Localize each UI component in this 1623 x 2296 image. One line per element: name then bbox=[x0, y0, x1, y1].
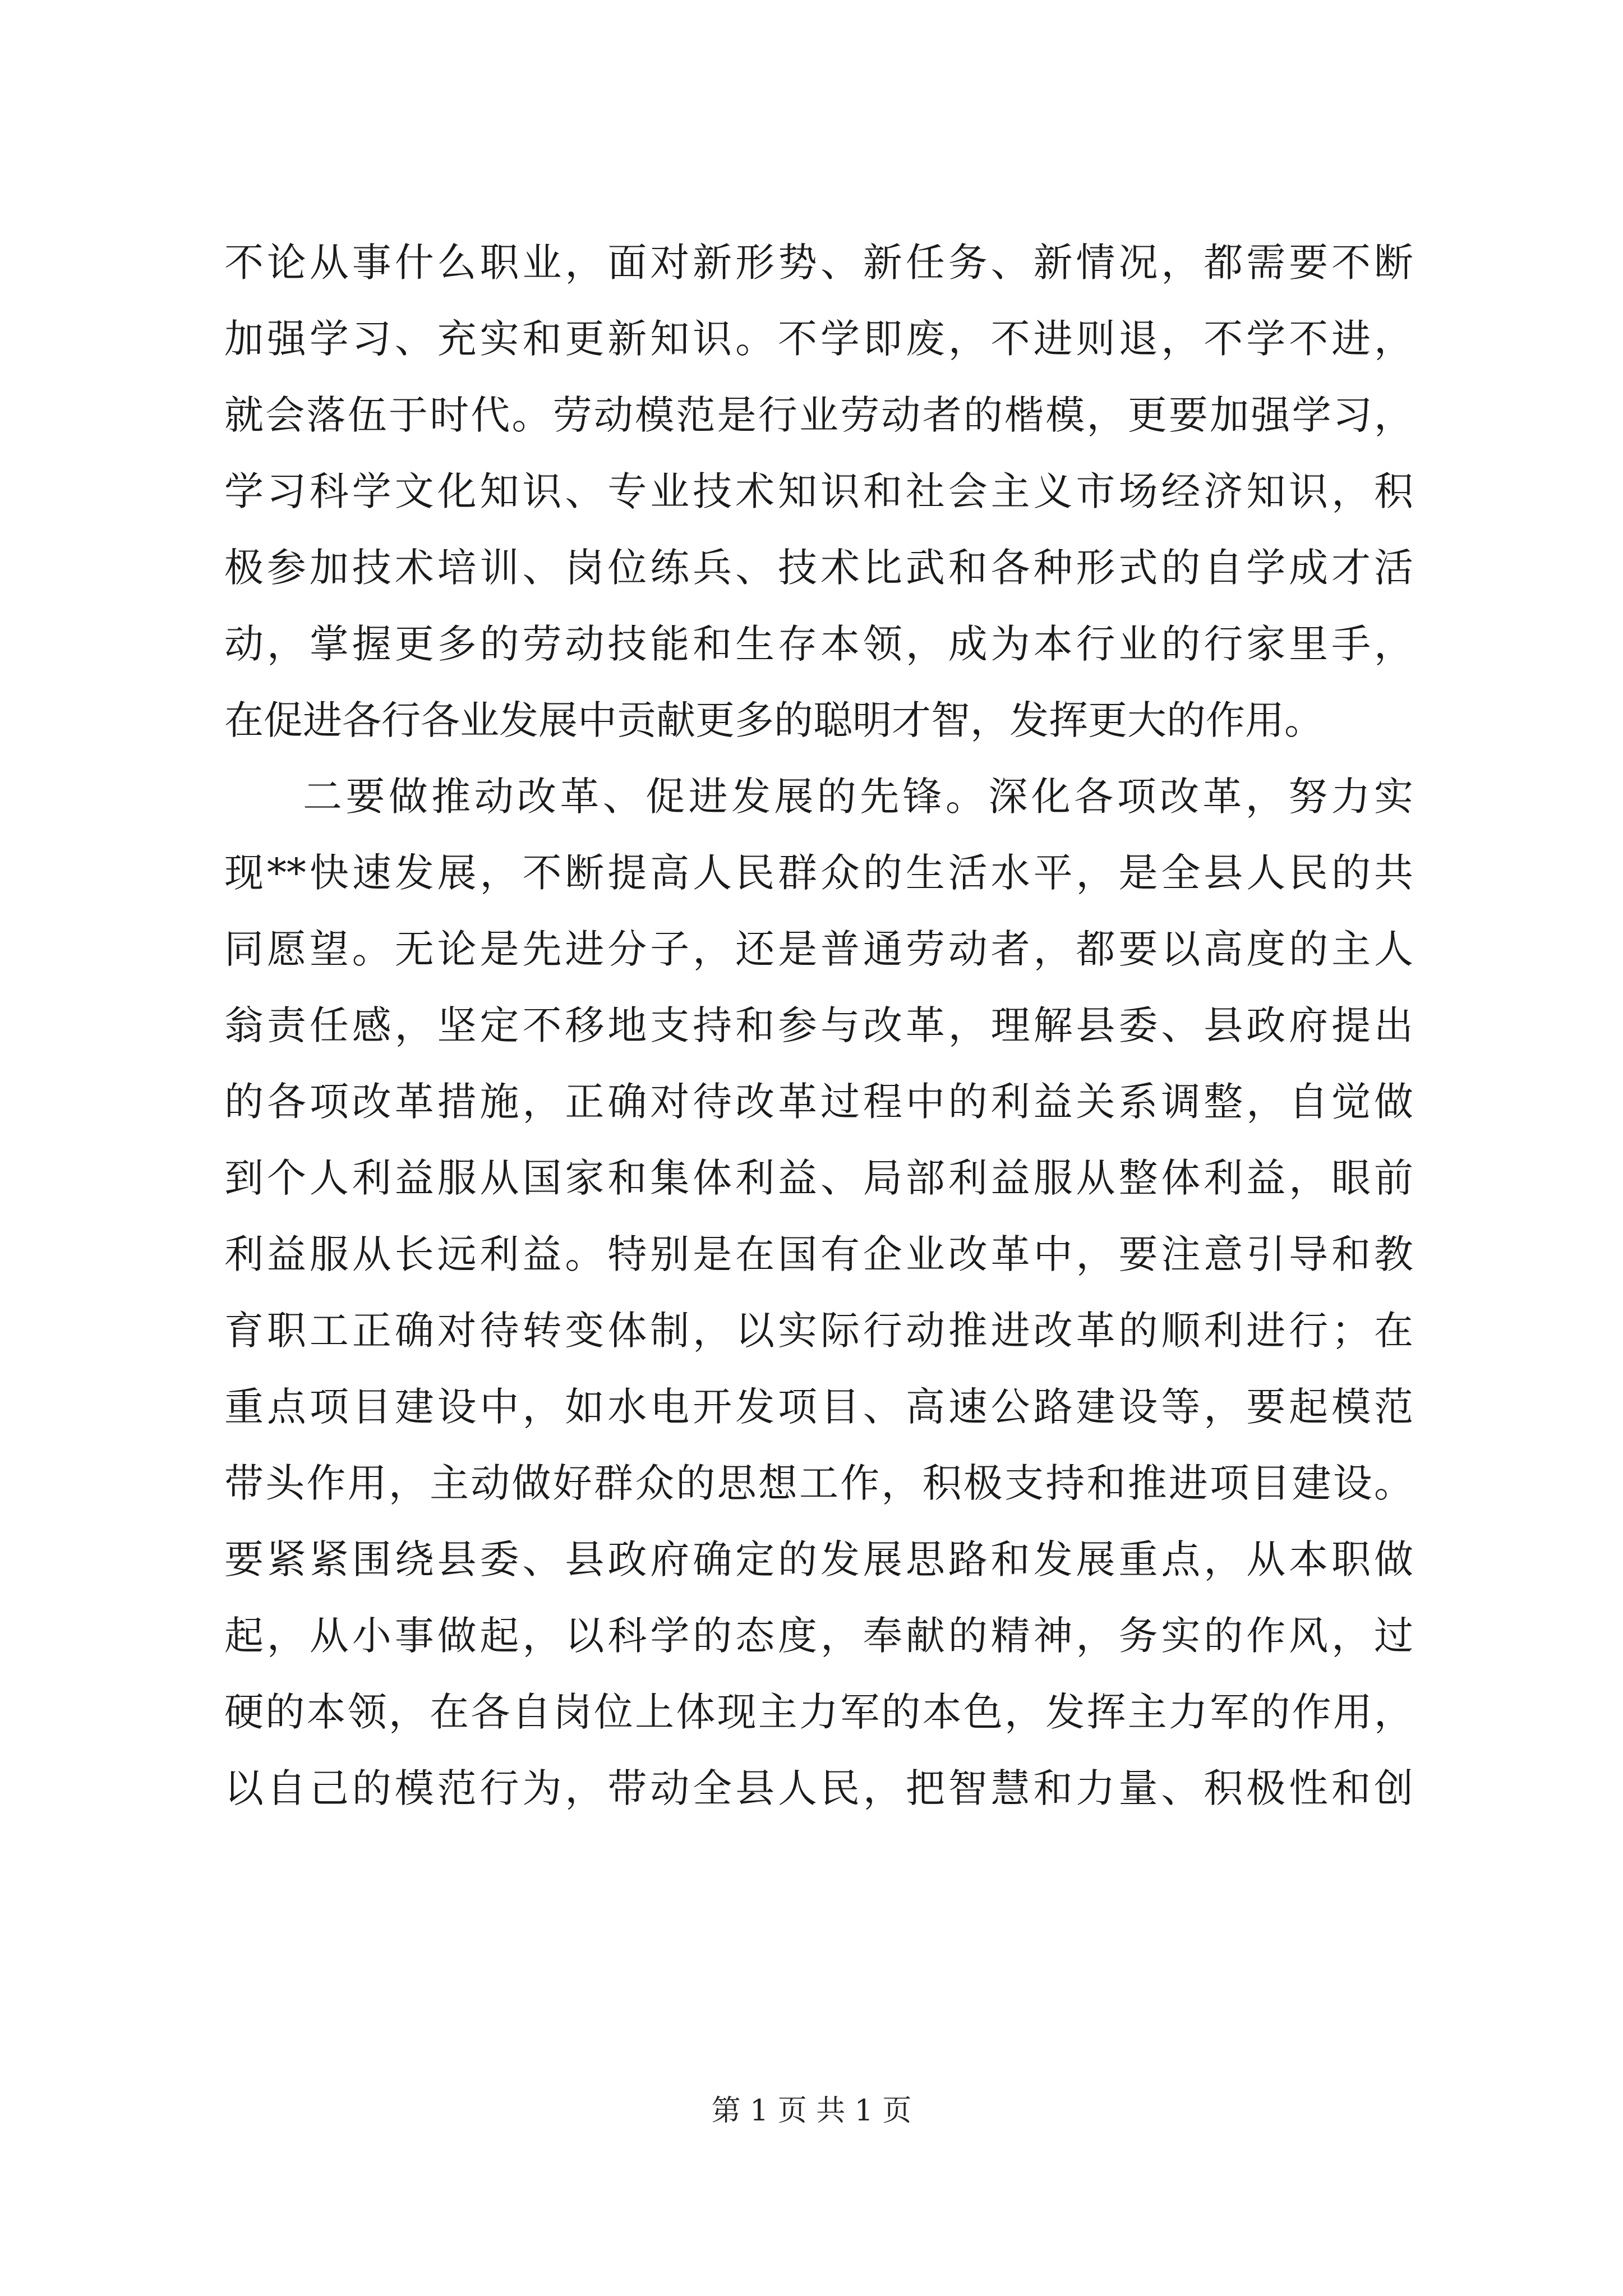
text-line: 利益服从长远利益。特别是在国有企业改革中，要注意引导和教 bbox=[224, 1231, 1413, 1277]
text-line: 在促进各行各业发展中贡献更多的聪明才智，发挥更大的作用。 bbox=[224, 697, 1324, 743]
text-line: 育职工正确对待转变体制，以实际行动推进改革的顺利进行；在 bbox=[224, 1308, 1413, 1354]
text-line: 要紧紧围绕县委、县政府确定的发展思路和发展重点，从本职做 bbox=[224, 1536, 1413, 1582]
text-line: 学习科学文化知识、专业技术知识和社会主义市场经济知识，积 bbox=[224, 468, 1413, 514]
text-line: 以自己的模范行为，带动全县人民，把智慧和力量、积极性和创 bbox=[224, 1765, 1413, 1811]
page-footer bbox=[0, 2091, 1623, 2131]
text-line: 极参加技术培训、岗位练兵、技术比武和各种形式的自学成才活 bbox=[224, 545, 1413, 591]
page-number: 第 1 页 共 1 页 bbox=[711, 2094, 912, 2128]
text-line: 的各项改革措施，正确对待改革过程中的利益关系调整，自觉做 bbox=[224, 1079, 1413, 1125]
text-line: 重点项目建设中，如水电开发项目、高速公路建设等，要起模范 bbox=[224, 1384, 1413, 1430]
text-line: 现**快速发展，不断提高人民群众的生活水平，是全县人民的共 bbox=[224, 850, 1413, 896]
text-line: 动，掌握更多的劳动技能和生存本领，成为本行业的行家里手， bbox=[224, 621, 1413, 667]
text-line: 翁责任感，坚定不移地支持和参与改革，理解县委、县政府提出 bbox=[224, 1002, 1413, 1048]
paragraph-first-line: 二要做推动改革、促进发展的先锋。深化各项改革，努力实 bbox=[303, 774, 1413, 820]
text-line: 硬的本领，在各自岗位上体现主力军的本色，发挥主力军的作用， bbox=[224, 1689, 1413, 1735]
text-line: 到个人利益服从国家和集体利益、局部利益服从整体利益，眼前 bbox=[224, 1155, 1413, 1201]
text-line: 起，从小事做起，以科学的态度，奉献的精神，务实的作风，过 bbox=[224, 1613, 1413, 1659]
text-line: 带头作用，主动做好群众的思想工作，积极支持和推进项目建设。 bbox=[224, 1460, 1413, 1506]
text-line: 不论从事什么职业，面对新形势、新任务、新情况，都需要不断 bbox=[224, 240, 1413, 286]
text-line: 就会落伍于时代。劳动模范是行业劳动者的楷模，更要加强学习， bbox=[224, 392, 1413, 438]
document-body bbox=[224, 224, 1413, 1826]
text-line: 加强学习、充实和更新知识。不学即废，不进则退，不学不进， bbox=[224, 316, 1413, 362]
text-line: 同愿望。无论是先进分子，还是普通劳动者，都要以高度的主人 bbox=[224, 926, 1413, 972]
